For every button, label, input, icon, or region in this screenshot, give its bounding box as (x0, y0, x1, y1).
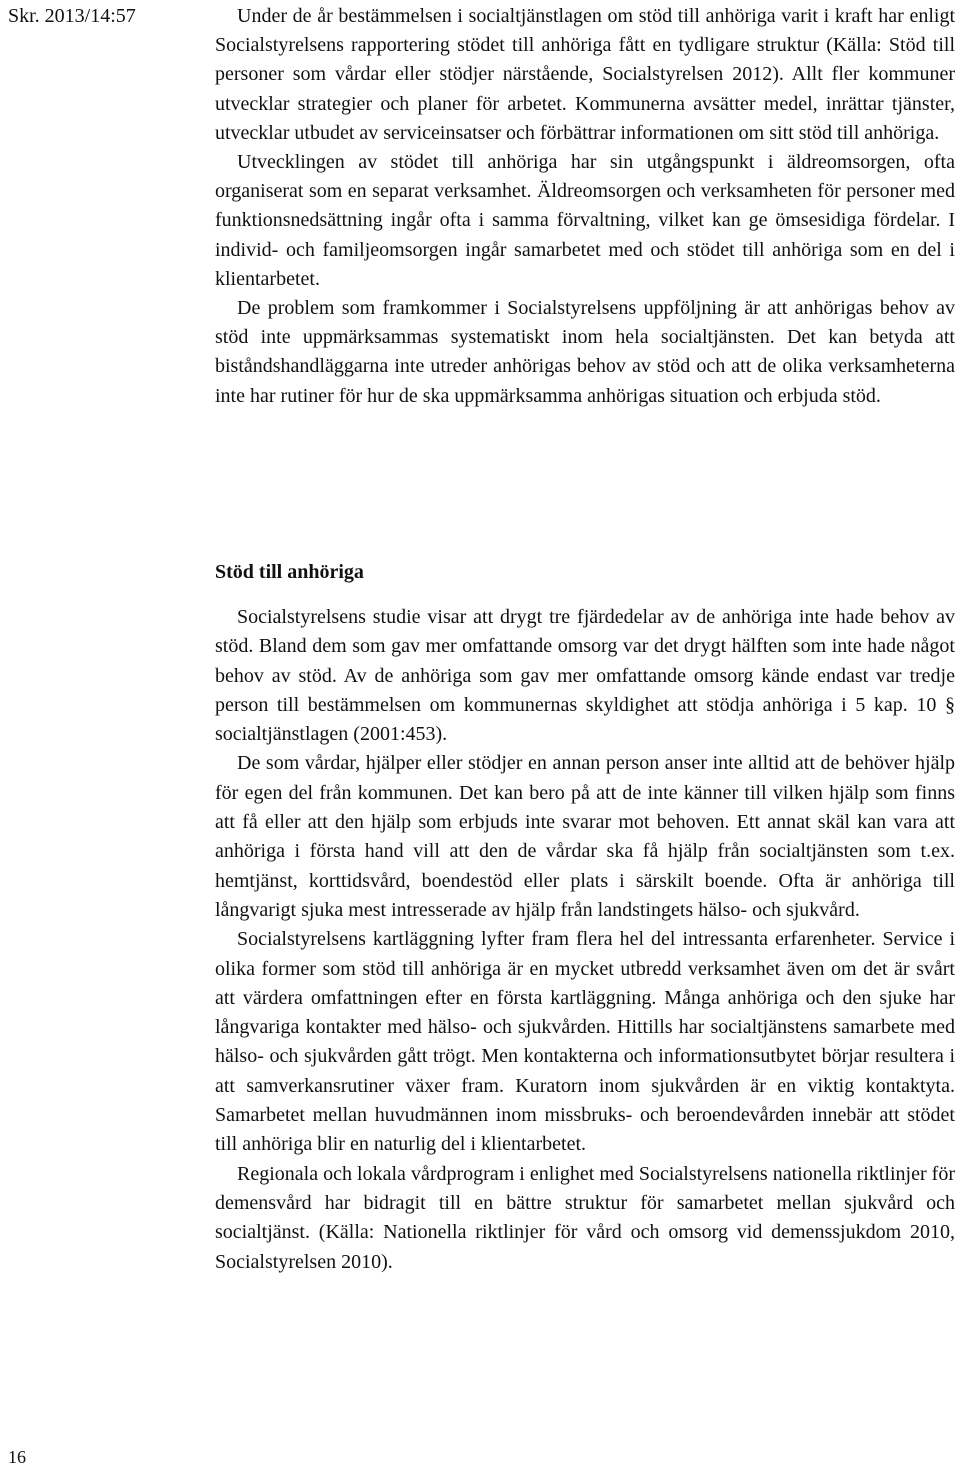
section-heading: Stöd till anhöriga (215, 561, 364, 583)
section-support (215, 558, 955, 1277)
page-number: 16 (8, 1447, 26, 1467)
paragraph: Regionala och lokala vårdprogram i enlighet med Socialstyrelsens nationella riktlinjer för demensvård har bidragit till en bättre struktur för samarbetet mellan sjukvård och socialtjänst. (Källa: Nationella riktlinjer för vård och omsorg vid demenssjukdom 2010, Socialstyrelsen 2010). (215, 1162, 955, 1273)
paragraph: Socialstyrelsens kartläggning lyfter fram flera hel del intressanta erfarenheter. Service i olika former som stöd till anhöriga är en mycket utbredd verksamhet även om det är svårt att värdera omfattningen efter en första kartläggning. Många anhöriga och den sjuke har långvariga kontakter med hälso- och sjukvården. Hittills har socialtjänstens samarbete med hälso- och sjukvården gått trögt. Men kontakterna och informationsutbytet börjar resultera i att samverkansrutiner växer fram. Kuratorn inom sjukvården är en viktig kontaktyta. Samarbetet mellan huvudmännen inom missbruks- och beroendevården innebär att stödet till anhöriga blir en naturlig del i klientarbetet. (215, 928, 955, 1156)
document-reference: Skr. 2013/14:57 (8, 5, 136, 27)
paragraph: Under de år bestämmelsen i socialtjänstlagen om stöd till anhöriga varit i kraft har enligt Socialstyrelsens rapportering stödet till anhöriga fått en tydligare struktur (Källa: Stöd till personer som vårdar eller stödjer närstående, Socialstyrelsen 2012). Allt fler kommuner utvecklar strategier och planer för arbetet. Kommunerna avsätter medel, inrättar tjänster, utvecklar utbudet av serviceinsatser och förbättrar informationen om sitt stöd till anhöriga. (215, 5, 955, 144)
paragraph: De som vårdar, hjälper eller stödjer en annan person anser inte alltid att de behöver hjälp för egen del från kommunen. Det kan bero på att de inte känner till vilken hjälp som finns att få eller att den hjälp som erbjuds inte svarar mot behoven. Ett annat skäl kan vara att anhöriga i första hand vill att den de vårdar ska få hjälp från socialtjänsten som t.ex. hemtjänst, korttidsvård, boendestöd eller plats i särskilt boende. Ofta är anhöriga till långvarigt sjuka mest intresserade av hjälp från landstingets hälso- och sjukvård. (215, 752, 955, 921)
paragraph: Utvecklingen av stödet till anhöriga har sin utgångspunkt i äldreomsorgen, ofta organiserat som en separat verksamhet. Äldreomsorgen och verksamheten för personer med funktionsnedsättning ingår ofta i samma förvaltning, vilket kan ge ömsesidiga fördelar. I individ- och familjeomsorgen ingår samarbetet med och stödet till anhöriga som en del i klientarbetet. (215, 151, 955, 290)
paragraph: De problem som framkommer i Socialstyrelsens uppföljning är att anhörigas behov av stöd inte uppmärksammas systematiskt inom hela socialtjänsten. Det kan betyda att biståndshandläggarna inte utreder anhörigas behov av stöd och att de olika verksamheterna inte har rutiner för hur de ska uppmärksamma anhörigas situation och erbjuda stöd. (215, 297, 955, 407)
section-intro (215, 2, 955, 411)
paragraph: Socialstyrelsens studie visar att drygt tre fjärdedelar av de anhöriga inte hade behov av stöd. Bland dem som gav mer omfattande omsorg var det drygt hälften som inte hade något behov av stöd. Av de anhöriga som gav mer omfattande omsorg kände endast var tredje person till bestämmelsen om kommunernas skyldighet att stödja anhöriga i 5 kap. 10 § socialtjänstlagen (2001:453). (215, 606, 955, 746)
